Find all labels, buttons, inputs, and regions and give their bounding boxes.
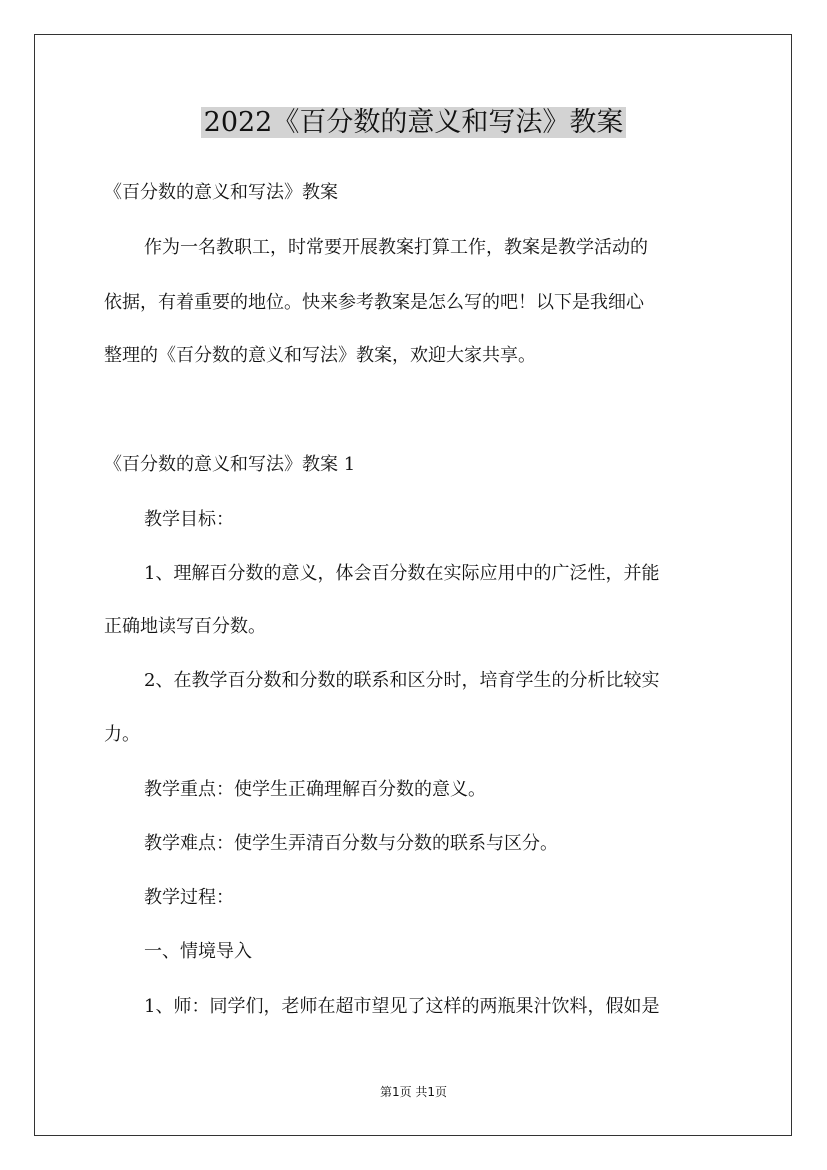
body-line: 力。 <box>104 724 140 745</box>
intro-line-1: 作为一名教职工，时常要开展教案打算工作，教案是教学活动的 <box>144 237 648 258</box>
body-line: 教学重点：使学生正确理解百分数的意义。 <box>144 779 486 800</box>
page-footer: 第1页 共1页 <box>379 1085 448 1099</box>
document-title-text: 2022《百分数的意义和写法》教案 <box>201 107 627 138</box>
body-line: 教学目标： <box>144 509 234 530</box>
body-line: 1、师：同学们，老师在超市望见了这样的两瓶果汁饮料，假如是 <box>144 996 660 1017</box>
section-heading: 《百分数的意义和写法》教案 1 <box>104 454 356 475</box>
body-line: 教学过程： <box>144 887 234 908</box>
subtitle: 《百分数的意义和写法》教案 <box>104 182 338 203</box>
body-line: 2、在教学百分数和分数的联系和区分时，培育学生的分析比较实 <box>144 670 660 691</box>
intro-line-2: 依据，有着重要的地位。快来参考教案是怎么写的吧！以下是我细心 <box>104 292 644 313</box>
body-line: 一、情境导入 <box>144 941 252 962</box>
body-line: 正确地读写百分数。 <box>104 616 266 637</box>
document-title <box>0 100 827 146</box>
intro-line-3: 整理的《百分数的意义和写法》教案，欢迎大家共享。 <box>104 345 536 366</box>
body-line: 1、理解百分数的意义，体会百分数在实际应用中的广泛性，并能 <box>144 563 660 584</box>
body-line: 教学难点：使学生弄清百分数与分数的联系与区分。 <box>144 833 558 854</box>
